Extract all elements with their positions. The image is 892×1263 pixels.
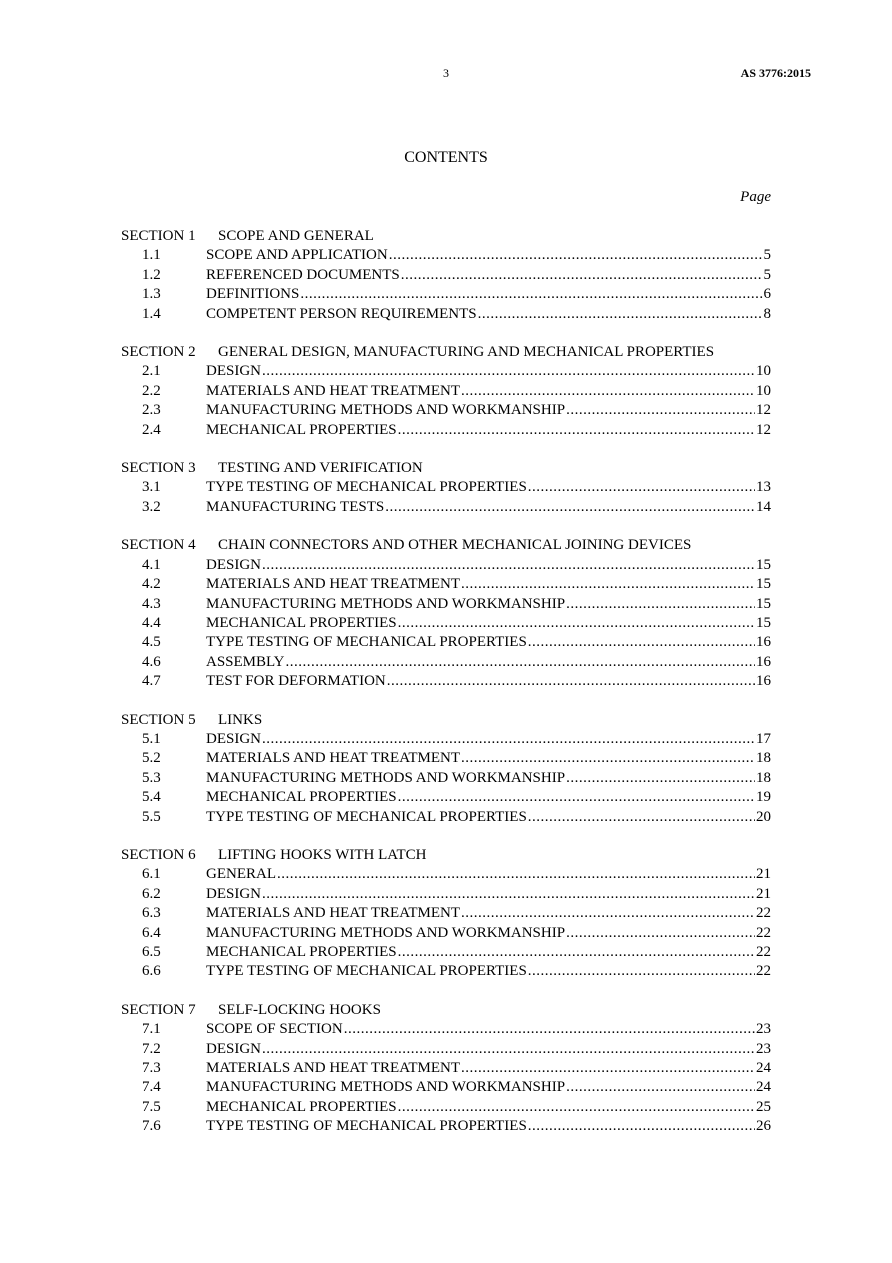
entry-page-number: 15 — [756, 595, 771, 612]
entry-number: 1.3 — [142, 286, 161, 303]
entry-page-number: 16 — [756, 653, 771, 670]
section-entries — [121, 865, 771, 981]
toc-entry[interactable] — [121, 1020, 771, 1039]
toc-entry[interactable] — [121, 266, 771, 285]
toc-entry[interactable] — [121, 943, 771, 962]
entry-title: MATERIALS AND HEAT TREATMENT — [206, 382, 461, 399]
toc-entry[interactable] — [121, 1098, 771, 1117]
toc-section — [121, 1001, 771, 1137]
toc-entry[interactable] — [121, 1117, 771, 1136]
dot-leader — [398, 421, 755, 440]
toc-entry[interactable] — [121, 962, 771, 981]
toc-entry[interactable] — [121, 1059, 771, 1078]
section-title: SELF-LOCKING HOOKS — [218, 1001, 381, 1018]
entry-page-number: 21 — [756, 866, 771, 883]
dot-leader — [262, 885, 755, 904]
entry-title: MATERIALS AND HEAT TREATMENT — [206, 750, 461, 767]
entry-page-number: 6 — [763, 286, 771, 303]
toc-entry[interactable] — [121, 614, 771, 633]
entry-title: MANUFACTURING METHODS AND WORKMANSHIP — [206, 769, 566, 786]
dot-leader — [387, 672, 755, 691]
entry-title: DESIGN — [206, 1040, 261, 1057]
entry-page-number: 12 — [756, 402, 771, 419]
dot-leader — [566, 595, 755, 614]
entry-page-number: 17 — [756, 730, 771, 747]
entry-title: MANUFACTURING METHODS AND WORKMANSHIP — [206, 1079, 566, 1096]
dot-leader — [528, 478, 755, 497]
entry-title: SCOPE AND APPLICATION — [206, 247, 388, 264]
entry-title: DEFINITIONS — [206, 286, 300, 303]
dot-leader — [528, 962, 755, 981]
section-heading[interactable] — [121, 536, 771, 555]
entry-page-number: 18 — [756, 750, 771, 767]
entry-number: 4.1 — [142, 556, 161, 573]
dot-leader — [461, 382, 755, 401]
section-heading[interactable] — [121, 1001, 771, 1020]
dot-leader — [262, 362, 755, 381]
toc-entry[interactable] — [121, 305, 771, 324]
entry-number: 6.2 — [142, 885, 161, 902]
entry-page-number: 10 — [756, 382, 771, 399]
entry-number: 1.1 — [142, 247, 161, 264]
section-heading[interactable] — [121, 846, 771, 865]
section-title: LIFTING HOOKS WITH LATCH — [218, 846, 427, 863]
toc-entry[interactable] — [121, 575, 771, 594]
toc-entry[interactable] — [121, 808, 771, 827]
entry-page-number: 20 — [756, 808, 771, 825]
toc-section — [121, 343, 771, 440]
entry-title: ASSEMBLY — [206, 653, 285, 670]
entry-number: 5.1 — [142, 730, 161, 747]
toc-entry[interactable] — [121, 478, 771, 497]
toc-entry[interactable] — [121, 924, 771, 943]
entry-title: MECHANICAL PROPERTIES — [206, 614, 397, 631]
entry-number: 7.4 — [142, 1079, 161, 1096]
section-heading[interactable] — [121, 227, 771, 246]
entry-title: MECHANICAL PROPERTIES — [206, 1098, 397, 1115]
contents-title: CONTENTS — [404, 149, 488, 166]
dot-leader — [398, 943, 755, 962]
entry-page-number: 24 — [756, 1079, 771, 1096]
toc-entry[interactable] — [121, 653, 771, 672]
entry-title: MATERIALS AND HEAT TREATMENT — [206, 576, 461, 593]
dot-leader — [478, 305, 763, 324]
entry-page-number: 15 — [756, 556, 771, 573]
dot-leader — [300, 285, 762, 304]
entry-number: 2.2 — [142, 382, 161, 399]
entry-title: TEST FOR DEFORMATION — [206, 673, 386, 690]
entry-number: 7.6 — [142, 1118, 161, 1135]
entry-title: REFERENCED DOCUMENTS — [206, 266, 400, 283]
entry-page-number: 15 — [756, 576, 771, 593]
section-heading[interactable] — [121, 711, 771, 730]
dot-leader — [566, 401, 755, 420]
section-number: SECTION 6 — [121, 846, 196, 863]
toc-entry[interactable] — [121, 556, 771, 575]
entry-number: 2.3 — [142, 402, 161, 419]
section-entries — [121, 246, 771, 324]
dot-leader — [461, 1059, 755, 1078]
section-title: SCOPE AND GENERAL — [218, 228, 374, 244]
entry-title: MANUFACTURING TESTS — [206, 498, 385, 515]
entry-number: 6.4 — [142, 924, 161, 941]
entry-title: DESIGN — [206, 885, 261, 902]
entry-page-number: 22 — [756, 944, 771, 960]
entry-page-number: 21 — [756, 885, 771, 902]
toc-section — [121, 536, 771, 691]
toc-entry[interactable] — [121, 769, 771, 788]
section-title: TESTING AND VERIFICATION — [218, 460, 423, 477]
entry-title: TYPE TESTING OF MECHANICAL PROPERTIES — [206, 1118, 527, 1135]
toc-entry[interactable] — [121, 421, 771, 440]
toc-entry[interactable] — [121, 401, 771, 420]
entry-title: DESIGN — [206, 556, 261, 573]
entry-title: TYPE TESTING OF MECHANICAL PROPERTIES — [206, 963, 527, 980]
section-number: SECTION 2 — [121, 344, 196, 361]
entry-page-number: 5 — [763, 247, 771, 264]
page-column-label: Page — [740, 189, 771, 205]
toc-entry[interactable] — [121, 595, 771, 614]
entry-page-number: 26 — [756, 1118, 771, 1135]
toc-entry[interactable] — [121, 362, 771, 381]
dot-leader — [461, 749, 755, 768]
toc-entry[interactable] — [121, 1040, 771, 1059]
dot-leader — [398, 788, 755, 807]
entry-title: DESIGN — [206, 363, 261, 380]
entry-page-number: 25 — [756, 1098, 771, 1115]
dot-leader — [286, 653, 755, 672]
section-entries — [121, 1020, 771, 1136]
entry-number: 4.4 — [142, 614, 161, 631]
dot-leader — [277, 865, 755, 884]
toc-section — [121, 459, 771, 517]
entry-title: TYPE TESTING OF MECHANICAL PROPERTIES — [206, 634, 527, 651]
entry-title: GENERAL — [206, 866, 276, 883]
toc-entry[interactable] — [121, 1078, 771, 1097]
page-number: 3 — [443, 66, 449, 80]
dot-leader — [566, 924, 755, 943]
section-entries — [121, 556, 771, 692]
dot-leader — [262, 730, 755, 749]
toc-entry[interactable] — [121, 749, 771, 768]
section-number: SECTION 1 — [121, 228, 196, 244]
toc-entry[interactable] — [121, 633, 771, 652]
dot-leader — [344, 1020, 755, 1039]
entry-number: 7.2 — [142, 1040, 161, 1057]
entry-number: 5.4 — [142, 789, 161, 806]
section-title: LINKS — [218, 711, 263, 728]
toc-section — [121, 711, 771, 827]
section-entries — [121, 478, 771, 517]
entry-number: 2.4 — [142, 421, 161, 438]
entry-page-number: 8 — [763, 305, 771, 322]
toc-entry[interactable] — [121, 885, 771, 904]
toc-entry[interactable] — [121, 246, 771, 265]
dot-leader — [461, 904, 755, 923]
entry-number: 5.5 — [142, 808, 161, 825]
dot-leader — [398, 1098, 755, 1117]
entry-number: 3.1 — [142, 479, 161, 496]
dot-leader — [398, 614, 755, 633]
section-heading[interactable] — [121, 343, 771, 362]
entry-page-number: 16 — [756, 634, 771, 651]
entry-number: 1.4 — [142, 305, 161, 322]
entry-number: 3.2 — [142, 498, 161, 515]
entry-page-number: 22 — [756, 963, 771, 980]
entry-title: COMPETENT PERSON REQUIREMENTS — [206, 305, 477, 322]
entry-number: 4.6 — [142, 653, 161, 670]
entry-number: 4.5 — [142, 634, 161, 651]
entry-number: 4.7 — [142, 673, 161, 690]
table-of-contents — [121, 227, 771, 1156]
section-title: CHAIN CONNECTORS AND OTHER MECHANICAL JOINING DEVICES — [218, 537, 692, 554]
entry-page-number: 10 — [756, 363, 771, 380]
entry-page-number: 16 — [756, 673, 771, 690]
entry-page-number: 23 — [756, 1040, 771, 1057]
section-number: SECTION 5 — [121, 711, 196, 728]
toc-section — [121, 846, 771, 982]
toc-entry[interactable] — [121, 904, 771, 923]
entry-title: MANUFACTURING METHODS AND WORKMANSHIP — [206, 402, 566, 419]
toc-section — [121, 227, 771, 324]
entry-number: 5.2 — [142, 750, 161, 767]
entry-title: MATERIALS AND HEAT TREATMENT — [206, 1060, 461, 1077]
entry-page-number: 22 — [756, 924, 771, 941]
entry-title: MECHANICAL PROPERTIES — [206, 789, 397, 806]
dot-leader — [528, 808, 755, 827]
dot-leader — [262, 1040, 755, 1059]
entry-page-number: 12 — [756, 421, 771, 438]
entry-number: 7.3 — [142, 1060, 161, 1077]
entry-number: 2.1 — [142, 363, 161, 380]
toc-entry[interactable] — [121, 285, 771, 304]
dot-leader — [566, 769, 755, 788]
dot-leader — [461, 575, 755, 594]
dot-leader — [566, 1078, 755, 1097]
entry-number: 7.1 — [142, 1021, 161, 1038]
dot-leader — [385, 498, 755, 517]
entry-number: 4.2 — [142, 576, 161, 593]
section-entries — [121, 362, 771, 440]
dot-leader — [401, 266, 763, 285]
entry-number: 7.5 — [142, 1098, 161, 1115]
toc-entry[interactable] — [121, 730, 771, 749]
entry-number: 6.1 — [142, 866, 161, 883]
entry-page-number: 24 — [756, 1060, 771, 1077]
toc-entry[interactable] — [121, 672, 771, 691]
section-heading[interactable] — [121, 459, 771, 478]
dot-leader — [389, 246, 763, 265]
toc-entry[interactable] — [121, 865, 771, 884]
entry-page-number: 18 — [756, 769, 771, 786]
entry-title: MECHANICAL PROPERTIES — [206, 944, 397, 960]
entry-number: 1.2 — [142, 266, 161, 283]
entry-number: 4.3 — [142, 595, 161, 612]
entry-number: 6.5 — [142, 944, 161, 960]
dot-leader — [528, 633, 755, 652]
entry-title: TYPE TESTING OF MECHANICAL PROPERTIES — [206, 808, 527, 825]
toc-entry[interactable] — [121, 382, 771, 401]
section-title: GENERAL DESIGN, MANUFACTURING AND MECHANICAL PROPERTIES — [218, 344, 715, 361]
entry-number: 6.6 — [142, 963, 161, 980]
entry-title: DESIGN — [206, 730, 261, 747]
entry-page-number: 22 — [756, 905, 771, 922]
section-number: SECTION 4 — [121, 537, 196, 554]
entry-page-number: 5 — [763, 266, 771, 283]
dot-leader — [528, 1117, 755, 1136]
entry-page-number: 14 — [756, 498, 771, 515]
section-entries — [121, 730, 771, 827]
entry-number: 6.3 — [142, 905, 161, 922]
entry-title: TYPE TESTING OF MECHANICAL PROPERTIES — [206, 479, 527, 496]
toc-entry[interactable] — [121, 788, 771, 807]
section-number: SECTION 3 — [121, 460, 196, 477]
entry-page-number: 19 — [756, 789, 771, 806]
entry-title: MATERIALS AND HEAT TREATMENT — [206, 905, 461, 922]
entry-page-number: 23 — [756, 1021, 771, 1038]
entry-title: MANUFACTURING METHODS AND WORKMANSHIP — [206, 595, 566, 612]
entry-title: MANUFACTURING METHODS AND WORKMANSHIP — [206, 924, 566, 941]
entry-title: MECHANICAL PROPERTIES — [206, 421, 397, 438]
entry-page-number: 15 — [756, 614, 771, 631]
document-id: AS 3776:2015 — [740, 66, 811, 80]
entry-page-number: 13 — [756, 479, 771, 496]
section-number: SECTION 7 — [121, 1001, 196, 1018]
entry-title: SCOPE OF SECTION — [206, 1021, 343, 1038]
toc-entry[interactable] — [121, 498, 771, 517]
entry-number: 5.3 — [142, 769, 161, 786]
dot-leader — [262, 556, 755, 575]
